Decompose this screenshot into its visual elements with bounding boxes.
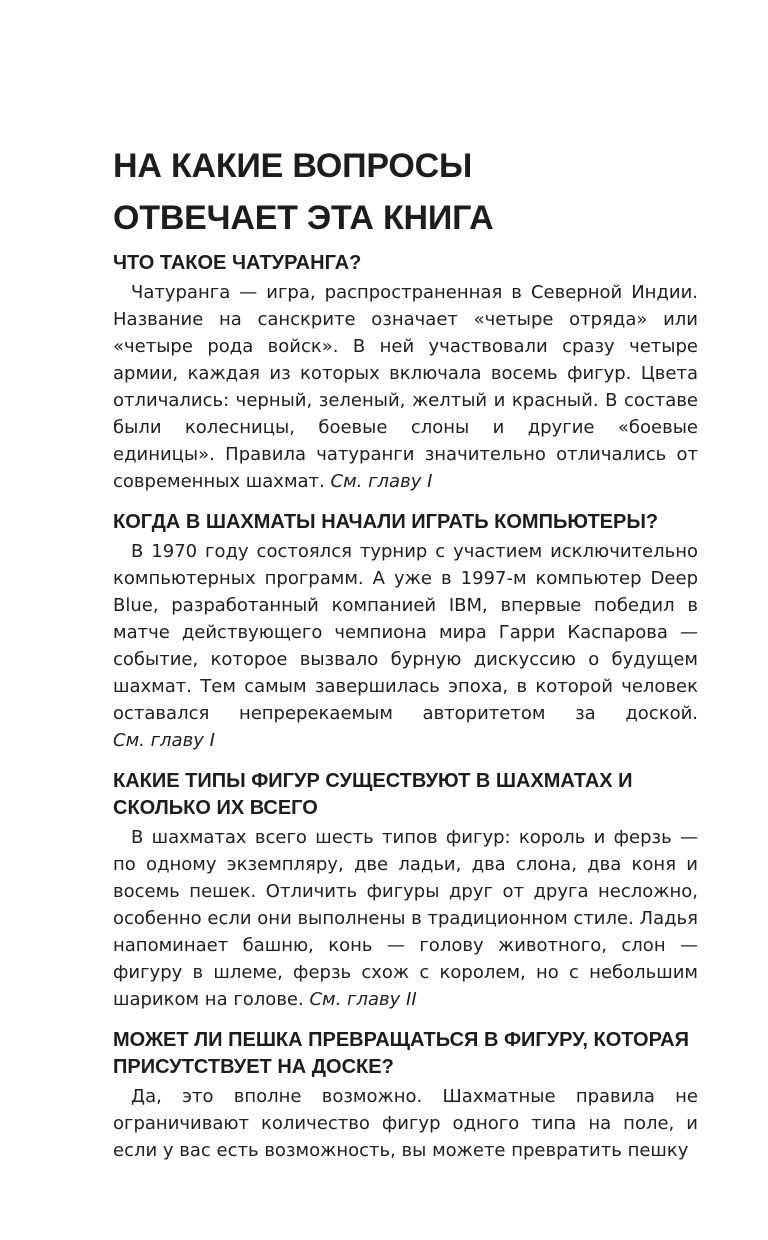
- question-heading: МОЖЕТ ЛИ ПЕШКА ПРЕВРАЩАТЬСЯ В ФИГУРУ, КОТОРАЯ ПРИСУТСТВУЕТ НА ДОСКЕ?: [113, 1029, 689, 1078]
- answer-text: Да, это вполне возможно. Шахматные правила не ограничивают количество фигур одного типа на поле, и если у вас есть возможность, вы можете превратить пешку: [113, 1086, 698, 1161]
- page-title-line-2: ОТВЕЧАЕТ ЭТА КНИГА: [113, 199, 494, 237]
- book-page: [113, 140, 698, 1178]
- answer-paragraph: [113, 824, 698, 1013]
- chapter-reference: См. главу II: [309, 989, 417, 1010]
- answer-text: В 1970 году состоялся турнир с участием исключительно компьютерных программ. А уже в 1997-м компьютер Deep Blue, разработанный компанией IBM, впервые победил в матче действующего чемпиона мира Гарри Каспарова — событие, которое вызвало бурную дискуссию о будущем шахмат. Тем самым завершилась эпоха, в которой человек оставался непререкаемым авторитетом за доской.: [113, 541, 698, 724]
- answer-paragraph: [113, 538, 698, 754]
- answer-text: Чатуранга — игра, распространенная в Северной Индии. Название на санскрите означает «четыре отряда» или «четыре рода войск». В ней участвовали сразу четыре армии, каждая из которых включала восемь фигур. Цвета отличались: черный, зеленый, желтый и красный. В составе были колесницы, боевые слоны и другие «боевые единицы». Правила чатуранги значительно отличались от современных шахмат.: [113, 282, 698, 492]
- chapter-reference: См. главу I: [330, 471, 433, 492]
- qa-section-pawn-promotion: [113, 1027, 698, 1164]
- question-heading: КАКИЕ ТИПЫ ФИГУР СУЩЕСТВУЮТ В ШАХМАТАХ И СКОЛЬКО ИХ ВСЕГО: [113, 770, 633, 819]
- qa-section-computers: [113, 509, 698, 754]
- page-title-line-1: НА КАКИЕ ВОПРОСЫ: [113, 147, 473, 185]
- question-heading: КОГДА В ШАХМАТЫ НАЧАЛИ ИГРАТЬ КОМПЬЮТЕРЫ?: [113, 511, 659, 533]
- qa-section-chaturanga: [113, 250, 698, 495]
- chapter-reference: См. главу I: [113, 730, 215, 751]
- qa-section-piece-types: [113, 768, 698, 1013]
- answer-paragraph: [113, 1083, 698, 1164]
- answer-paragraph: [113, 279, 698, 495]
- page-title: [113, 140, 698, 244]
- question-heading: ЧТО ТАКОЕ ЧАТУРАНГА?: [113, 252, 362, 274]
- answer-text: В шахматах всего шесть типов фигур: король и ферзь — по одному экземпляру, две ладьи, два слона, два коня и восемь пешек. Отличить фигуры друг от друга несложно, особенно если они выполнены в традиционном стиле. Ладья напоминает башню, конь — голову животного, слон — фигуру в шлеме, ферзь схож с королем, но с небольшим шариком на голове.: [113, 827, 698, 1010]
